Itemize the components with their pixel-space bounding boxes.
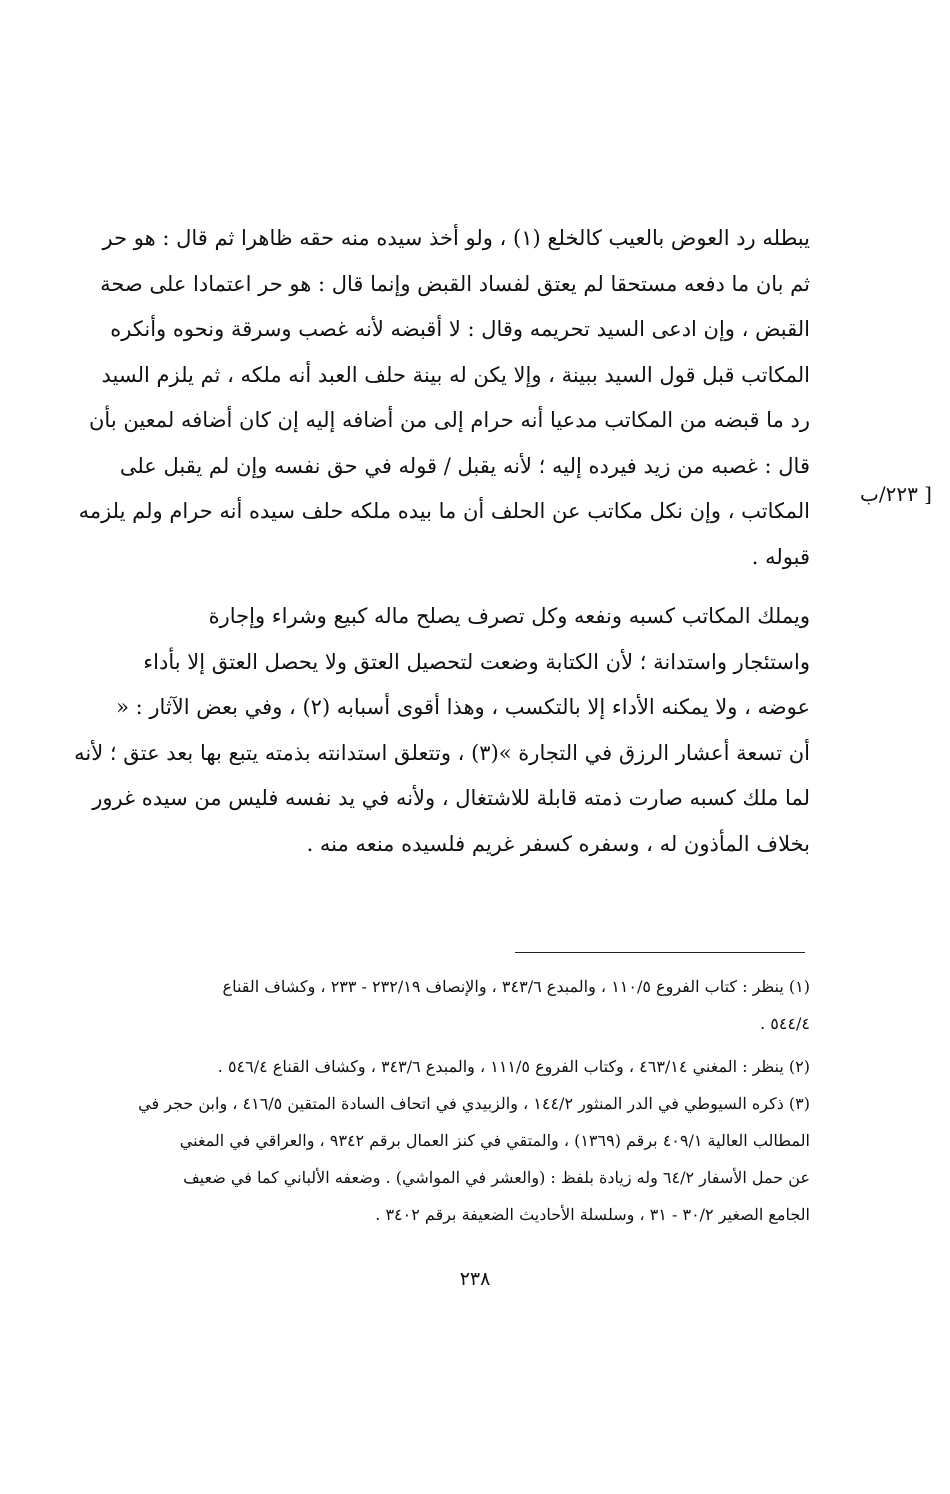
paragraph-2 (68, 594, 810, 867)
text-line: ثم بان ما دفعه مستحقا لم يعتق لفساد القبض وإنما قال : هو حر اعتمادا على صحة (100, 271, 810, 296)
text-line: القبض ، وإن ادعى السيد تحريمه وقال : لا أقبضه لأنه غصب وسرقة ونحوه وأنكره (110, 317, 810, 341)
manuscript-folio-marker: [ ٢٢٣/ب (860, 482, 932, 506)
text-line: المكاتب ، وإن نكل مكاتب عن الحلف أن ما بيده ملكه حلف سيده أنه حرام ولم يلزمه (78, 499, 810, 523)
text-line: قال : غصبه من زيد فيرده إليه ؛ لأنه يقبل / قوله في حق نفسه وإن لم يقبل على (119, 453, 810, 478)
text-line: رد ما قبضه من المكاتب مدعيا أنه حرام إلى من أضافه إليه إن كان أضافه لمعين بأن (89, 408, 810, 432)
paragraph-1 (68, 216, 810, 580)
text-line: بخلاف المأذون له ، وسفره كسفر غريم فلسيده منعه منه . (306, 831, 810, 856)
text-line: لما ملك كسبه صارت ذمته قابلة للاشتغال ، ولأنه في يد نفسه فليس من سيده غرور (92, 786, 810, 810)
footnote-2 (68, 1048, 810, 1085)
footnote-separator (515, 952, 805, 953)
footnote-line: ٥٤٤/٤ . (760, 1014, 810, 1033)
text-line: ويملك المكاتب كسبه ونفعه وكل تصرف يصلح ماله كبيع وشراء وإجارة (208, 604, 810, 628)
text-line: عوضه ، ولا يمكنه الأداء إلا بالتكسب ، وهذا أقوى أسبابه (٢) ، وفي بعض الآثار : « (116, 695, 810, 719)
footnote-3 (68, 1085, 810, 1233)
footnotes-section (68, 968, 810, 1233)
page-number: ٢٣٨ (459, 1268, 491, 1290)
main-text-body (68, 216, 810, 867)
footnote-1 (68, 968, 810, 1042)
footnote-line: الجامع الصغير ٣٠/٢ - ٣١ ، وسلسلة الأحاديث الضعيفة برقم ٣٤٠٢ . (375, 1205, 810, 1224)
footnote-line: (١) ينظر : كتاب الفروع ١١٠/٥ ، والمبدع ٣٤٣/٦ ، والإنصاف ٢٣٢/١٩ - ٢٣٣ ، وكشاف القناع (222, 977, 810, 996)
paragraph-spacer (68, 580, 810, 594)
footnote-line: المطالب العالية ٤٠٩/١ برقم (١٣٦٩) ، والمتقي في كنز العمال برقم ٩٣٤٢ ، والعراقي في المغني (179, 1131, 810, 1150)
text-line: أن تسعة أعشار الرزق في التجارة »(٣) ، وتتعلق استدانته بذمته يتبع بها بعد عتق ؛ لأنه (74, 740, 810, 765)
footnote-line: عن حمل الأسفار ٦٤/٢ وله زيادة بلفظ : (والعشر في المواشي) . وضعفه الألباني كما في ضعيف (183, 1168, 810, 1187)
text-line: المكاتب قبل قول السيد ببينة ، وإلا يكن له بينة حلف العبد أنه ملكه ، ثم يلزم السيد (101, 362, 810, 387)
footnote-line: (٢) ينظر : المغني ٤٦٣/١٤ ، وكتاب الفروع ١١١/٥ ، والمبدع ٣٤٣/٦ ، وكشاف القناع ٥٤٦/٤ . (217, 1057, 810, 1076)
text-line: واستئجار واستدانة ؛ لأن الكتابة وضعت لتحصيل العتق ولا يحصل العتق إلا بأداء (143, 649, 810, 674)
text-line: يبطله رد العوض بالعيب كالخلع (١) ، ولو أخذ سيده منه حقه ظاهرا ثم قال : هو حر (102, 226, 810, 250)
footnote-line: (٣) ذكره السيوطي في الدر المنثور ١٤٤/٢ ، والزبيدي في اتحاف السادة المتقين ٤١٦/٥ ، وابن حجر في (138, 1094, 810, 1113)
text-line: قبوله . (751, 544, 810, 569)
